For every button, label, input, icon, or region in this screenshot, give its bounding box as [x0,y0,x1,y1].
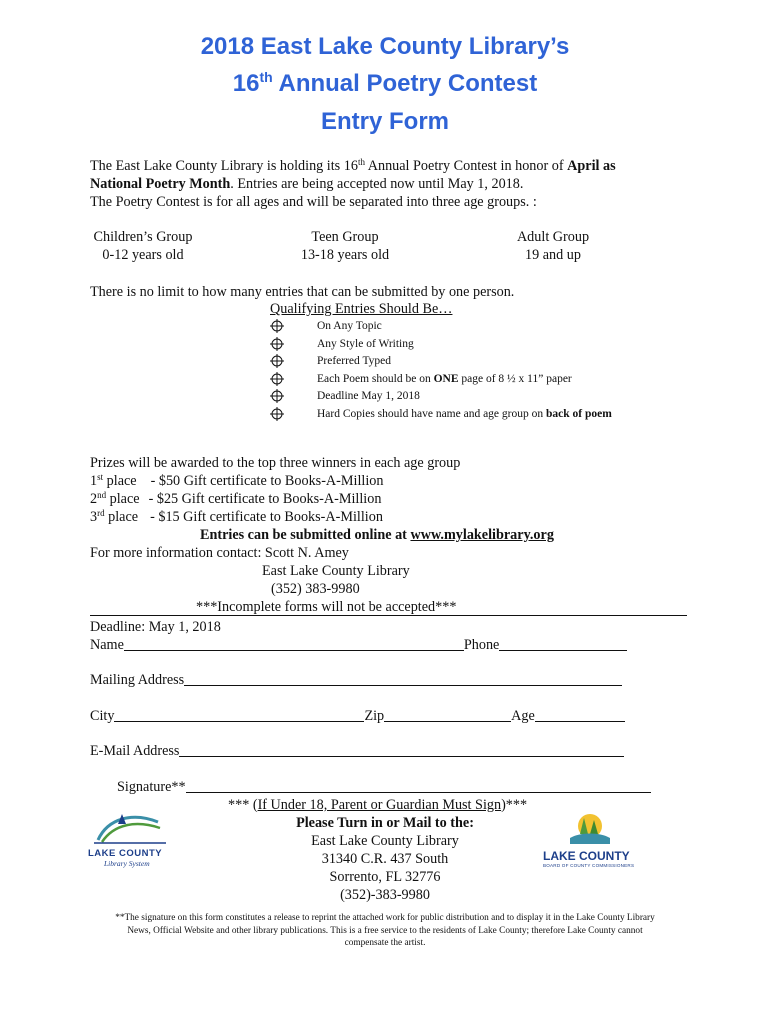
signature-label: Signature** [117,779,186,795]
email-field[interactable] [179,743,624,757]
mailing-address-field[interactable] [184,672,622,686]
crosshair-circle-icon [270,319,284,333]
name-label: Name [90,637,124,653]
form-deadline: Deadline: May 1, 2018 [90,619,221,635]
library-system-logo: LAKE COUNTY Library System [88,810,170,865]
qualifying-heading: Qualifying Entries Should Be… [270,301,453,317]
county-seal-icon [568,812,612,844]
age-field[interactable] [535,708,625,722]
city-zip-age-row [90,707,625,725]
mailing-row [90,671,622,689]
title-line-2: 16th Annual Poetry Contest [232,69,538,97]
group-adult: Adult Group 19 and up [516,229,590,263]
contact-org: East Lake County Library [262,563,410,579]
city-field[interactable] [114,708,364,722]
contact-label: For more information contact: Scott N. Amey [90,545,349,561]
section-divider [90,615,687,616]
email-label: E-Mail Address [90,743,180,759]
prize-second: 2nd place - $25 Gift certificate to Books-A-Million [90,490,382,507]
phone-field[interactable] [499,637,627,651]
name-phone-row [90,636,627,654]
contact-phone: (352) 383-9980 [271,581,360,597]
mailing-label: Mailing Address [90,672,185,688]
crosshair-circle-icon [270,337,284,351]
online-submission: Entries can be submitted online at www.mylakelibrary.org [200,527,554,543]
footnote: **The signature on this form constitutes a release to reprint the attached work for public distribution and to display it in the Lake County Library News, Official Website and other library publications. This is a free service to the residents of Lake County; therefore Lake County cannot compensate the artist. [115,913,655,948]
prize-first: 1st place - $50 Gift certificate to Books-A-Million [90,472,384,489]
city-label: City [90,708,115,724]
entry-limit-text: There is no limit to how many entries that can be submitted by one person. [90,284,515,300]
prize-third: 3rd place - $15 Gift certificate to Books-A-Million [90,508,383,525]
group-children: Children’s Group 0-12 years old [93,229,193,263]
intro-line-2: National Poetry Month. Entries are being accepted now until May 1, 2018. [90,176,524,192]
zip-field[interactable] [384,708,511,722]
zip-label: Zip [364,708,385,724]
email-row [90,742,624,760]
county-commissioners-logo: LAKE COUNTY BOARD OF COUNTY COMMISSIONERS [543,812,643,868]
intro-line-1: The East Lake County Library is holding its 16th Annual Poetry Contest in honor of April as [90,157,616,174]
crosshair-circle-icon [270,354,284,368]
crosshair-circle-icon [270,372,284,386]
crosshair-circle-icon [270,407,284,421]
title-line-1: 2018 East Lake County Library’s [200,33,570,60]
title-line-3: Entry Form [320,108,449,135]
guardian-notice: *** (If Under 18, Parent or Guardian Must Sign)*** [228,797,528,813]
age-label: Age [511,708,535,724]
incomplete-warning: ***Incomplete forms will not be accepted*** [196,599,457,615]
group-teen: Teen Group 13-18 years old [300,229,390,263]
signature-field[interactable] [186,779,651,793]
mail-block: Please Turn in or Mail to the: East Lake County Library 31340 C.R. 437 South Sorrento, FL 32776 (352)-383-9980 [296,815,474,903]
name-field[interactable] [124,637,464,651]
prizes-intro: Prizes will be awarded to the top three winners in each age group [90,455,461,471]
crosshair-circle-icon [270,389,284,403]
website-link[interactable]: www.mylakelibrary.org [410,527,554,543]
phone-label: Phone [463,637,500,653]
intro-line-3: The Poetry Contest is for all ages and will be separated into three age groups. : [90,194,537,210]
lake-waves-icon [88,810,170,844]
signature-row [117,778,651,796]
